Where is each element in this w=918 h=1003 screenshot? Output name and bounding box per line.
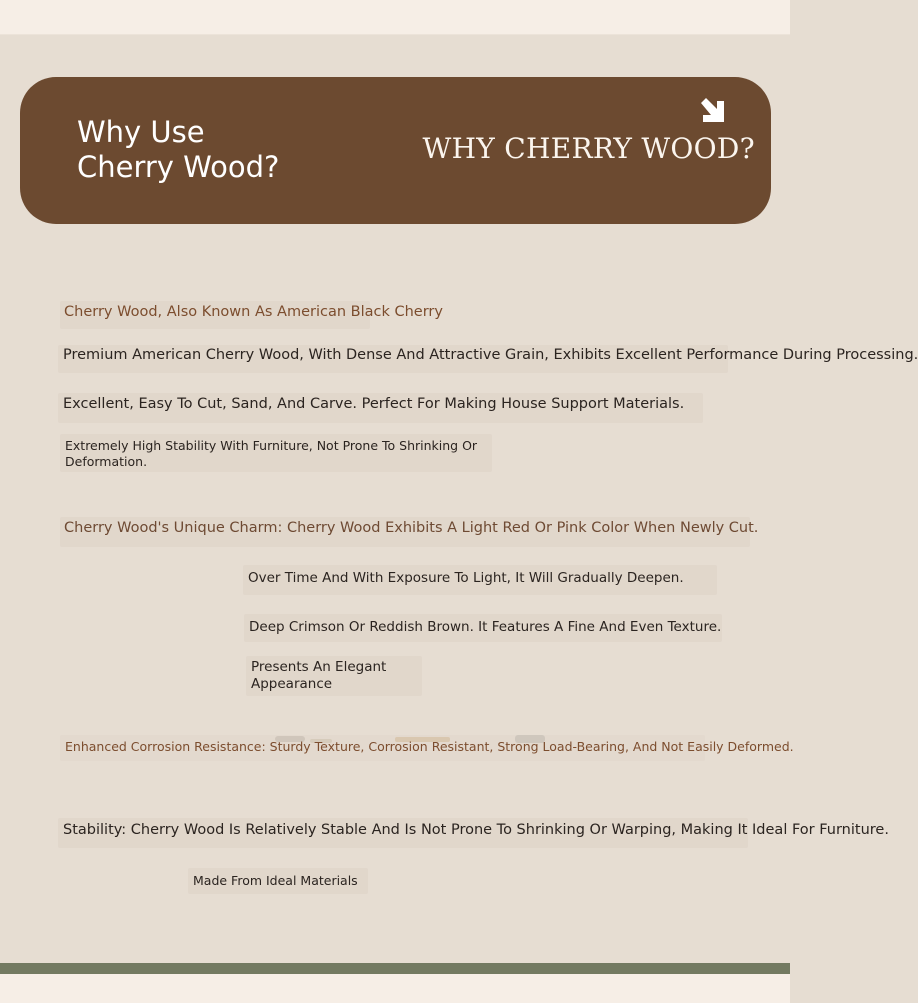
crimson-text: Deep Crimson Or Reddish Brown. It Features A Fine And Even Texture.: [249, 619, 722, 635]
unique-charm-heading: Cherry Wood's Unique Charm: Cherry Wood Exhibits A Light Red Or Pink Color When Newly Cut.: [64, 520, 759, 536]
elegant-text: [251, 659, 386, 693]
ideal-materials-text: Made From Ideal Materials: [193, 873, 358, 888]
corrosion-text: Enhanced Corrosion Resistance: Sturdy Texture, Corrosion Resistant, Strong Load-Bearing, And Not Easily Deformed.: [65, 739, 794, 754]
stability-note-line2: Deformation.: [65, 454, 148, 469]
deepen-text: Over Time And With Exposure To Light, It Will Gradually Deepen.: [248, 570, 684, 586]
intro-heading: Cherry Wood, Also Known As American Black Cherry: [64, 304, 443, 320]
bottom-strip: [0, 974, 790, 1003]
premium-text: Premium American Cherry Wood, With Dense And Attractive Grain, Exhibits Excellent Performance During Processing.: [63, 347, 918, 363]
banner-serif-heading: WHY CHERRY WOOD?: [422, 132, 755, 165]
banner-title-line2: Cherry Wood?: [77, 150, 280, 184]
banner-title-line1: Why Use: [77, 115, 205, 149]
top-strip: [0, 0, 790, 35]
stability-note: [65, 438, 477, 470]
stability-note-line1: Extremely High Stability With Furniture, Not Prone To Shrinking Or: [65, 438, 478, 453]
processing-text: Excellent, Easy To Cut, Sand, And Carve. Perfect For Making House Support Materials.: [63, 396, 685, 412]
banner-title: [77, 115, 279, 185]
stability-heading: Stability: Cherry Wood Is Relatively Stable And Is Not Prone To Shrinking Or Warping, Making It Ideal For Furniture.: [63, 822, 889, 838]
elegant-text-line1: Presents An Elegant: [251, 659, 387, 675]
footer-bar: [0, 963, 790, 974]
arrow-down-right-icon: [697, 95, 727, 125]
elegant-text-line2: Appearance: [251, 676, 333, 692]
hero-banner: [20, 77, 771, 224]
